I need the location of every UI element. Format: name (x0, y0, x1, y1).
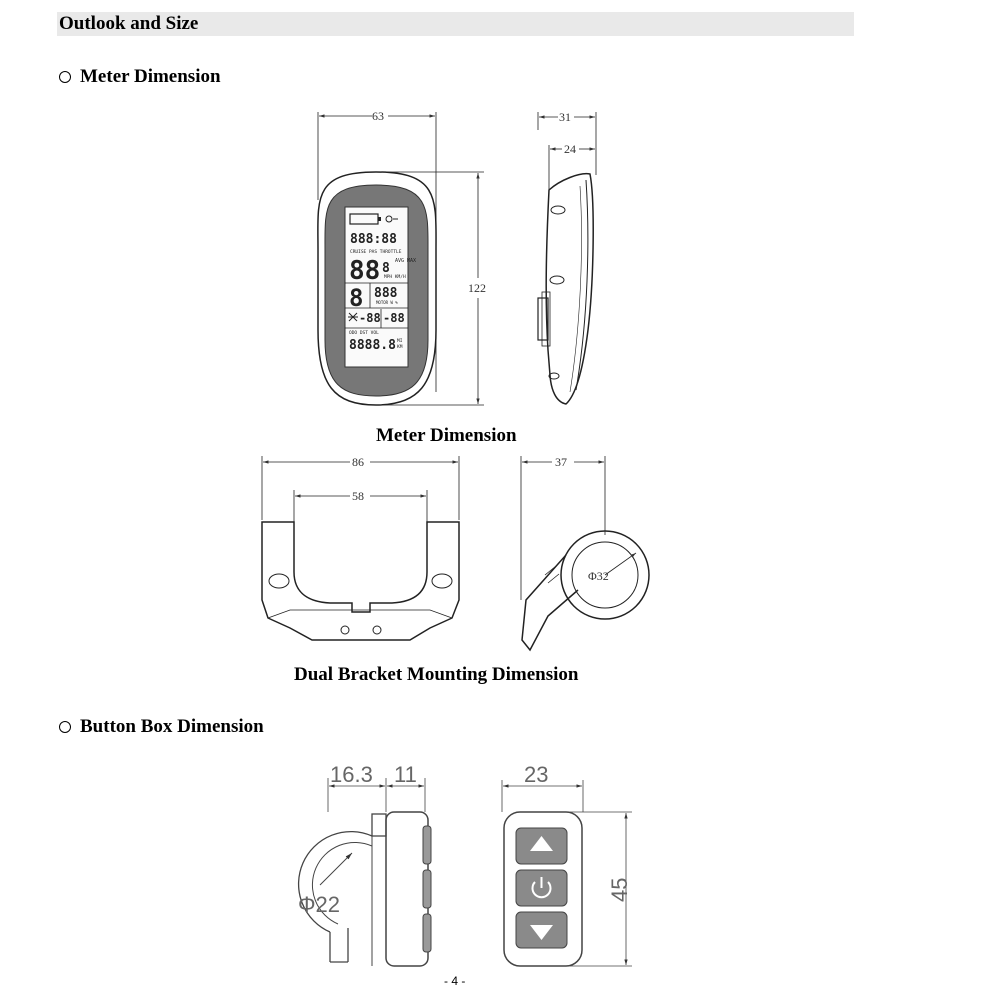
button-power[interactable] (516, 870, 567, 906)
dim-meter-width: 63 (372, 109, 384, 123)
dim-button-diameter: Φ22 (298, 892, 341, 917)
lcd-power-digits: 888 (374, 286, 398, 301)
page-number: - 4 - (444, 974, 466, 988)
button-box-side-view (299, 778, 431, 966)
lcd-odo-digits: 8888.8 (349, 338, 396, 353)
meter-caption: Meter Dimension (376, 425, 517, 446)
section-title: Outlook and Size (59, 13, 199, 34)
dim-button-b: 11 (394, 762, 417, 787)
button-up[interactable] (516, 828, 567, 864)
dim-bracket-side: 37 (555, 455, 567, 469)
dim-bracket-outer: 86 (352, 455, 364, 469)
battery-tip-icon (378, 217, 381, 221)
lcd-power-units: MOTOR W % (376, 300, 398, 305)
lcd-temp-digits: -88 (359, 311, 381, 325)
lcd-aux-top: AVG MAX (395, 258, 417, 264)
lcd-mode-labels: CRUISE PAS THROTTLE (350, 250, 402, 255)
meter-heading-text: Meter Dimension (80, 66, 221, 87)
lcd-odo-labels: ODO DST VOL (349, 331, 379, 336)
lcd-small-digit: 8 (382, 261, 390, 276)
dim-bracket-diameter: Φ32 (588, 569, 609, 583)
bracket-caption: Dual Bracket Mounting Dimension (294, 664, 579, 685)
lcd-odo-unit-mi: MI (397, 339, 403, 344)
dim-meter-depth-inner: 24 (564, 142, 576, 156)
dim-meter-depth: 31 (559, 110, 571, 124)
lcd-aux-bottom: MPH KM/H (384, 275, 406, 280)
lcd-speed-digits: 88 (349, 256, 381, 286)
lcd-odo-unit-km: KM (397, 345, 403, 350)
bracket-front-view (262, 456, 459, 640)
dim-meter-height: 122 (468, 281, 486, 295)
button-box-heading-text: Button Box Dimension (80, 716, 264, 737)
dim-bracket-inner: 58 (352, 489, 364, 503)
lcd-time-digits: 888:88 (350, 232, 397, 247)
bracket-side-view (521, 456, 649, 650)
dim-button-width: 23 (524, 762, 549, 787)
dim-button-a: 16.3 (330, 762, 373, 787)
dim-button-height: 45 (607, 877, 632, 902)
lcd-level-digit: 8 (349, 284, 364, 312)
lcd-temp-right-digits: -88 (383, 311, 405, 325)
button-down[interactable] (516, 912, 567, 948)
